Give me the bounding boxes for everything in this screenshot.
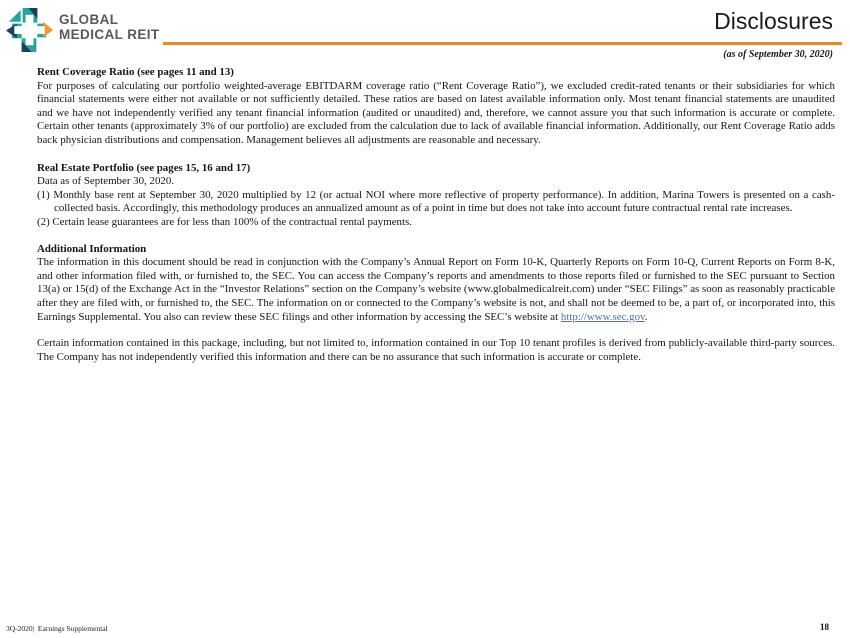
additional-info-period: . — [644, 310, 648, 323]
header-divider — [163, 42, 842, 45]
page-number: 18 — [820, 622, 829, 632]
real-estate-intro: Data as of September 30, 2020. — [37, 175, 175, 188]
additional-info-paragraph — [37, 256, 835, 324]
additional-info-text: The information in this document should be read in conjunction with the Company’s Annual Report on Form 10-K, Quarterly Reports on Form 10-Q, Current Reports on Form 8-K, and other information filed with, or furnished to, the SEC. You can access the Company’s reports and amendments to those reports filed or furnished to the SEC pursuant to Section 13(a) or 15(d) of the Exchange Act in the “Investor Relations” section on the Company’s website (www.globalmedicalreit.com) under “SEC Filings” as soon as reasonably practicable after they are filed with, or furnished to, the SEC. The information on or connected to the Company’s website is not, and shall not be deemed to be, a part of, or incorporated into, this Earnings Supplemental. You also can review these SEC filings and other information by accessing the SEC’s website at — [37, 256, 835, 323]
footer-document-label: 3Q-2020| Earnings Supplemental — [6, 624, 108, 633]
global-medical-reit-logo-icon — [6, 7, 53, 54]
real-estate-heading: Real Estate Portfolio (see pages 15, 16 and 17) — [37, 161, 251, 174]
brand-name-line1: GLOBAL — [59, 12, 119, 27]
closing-paragraph: Certain information contained in this package, including, but not limited to, information contained in our Top 10 tenant profiles is derived from publicly-available third-party sources. The Company has not independently verified this information and there can be no assurance that such information is accurate or complete. — [37, 337, 835, 363]
brand-name-line2: MEDICAL REIT — [59, 27, 160, 42]
rent-coverage-paragraph: For purposes of calculating our portfolio weighted-average EBITDARM coverage ratio (“Rent Coverage Ratio”), we excluded credit-rated tenants or their subsidiaries for which financial statements were either not available or not sufficiently detailed. These ratios are based on latest available information only. Most tenant financial statements are unaudited and we have not independently verified any tenant financial information (audited or unaudited) and, therefore, we cannot assure you that such information is accurate or complete. Certain other tenants (approximately 3% of our portfolio) are excluded from the calculation due to lack of available financial information. Additionally, our Rent Coverage Ratio adds back physician distributions and compensation. Management believes all adjustments are reasonable and necessary. — [37, 79, 835, 146]
additional-info-heading: Additional Information — [37, 242, 147, 255]
footnote-item-1: (1) Monthly base rent at September 30, 2020 multiplied by 12 (or actual NOI where more reflective of property performance). In addition, Marina Towers is presented on a cash-collected basis. Accordingly, this methodology produces an annualized amount as of a point in time but does not take into account future contractual rental rate increases. — [37, 188, 835, 215]
footnote-item-2: (2) Certain lease guarantees are for less than 100% of the contractual rental payments. — [37, 215, 412, 228]
document-body — [37, 66, 835, 364]
as-of-date: (as of September 30, 2020) — [723, 49, 833, 60]
rent-coverage-heading: Rent Coverage Ratio (see pages 11 and 13) — [37, 66, 234, 78]
sec-gov-link[interactable]: http://www.sec.gov — [560, 310, 645, 323]
brand-wordmark — [59, 12, 160, 42]
page-title: Disclosures — [714, 8, 833, 34]
